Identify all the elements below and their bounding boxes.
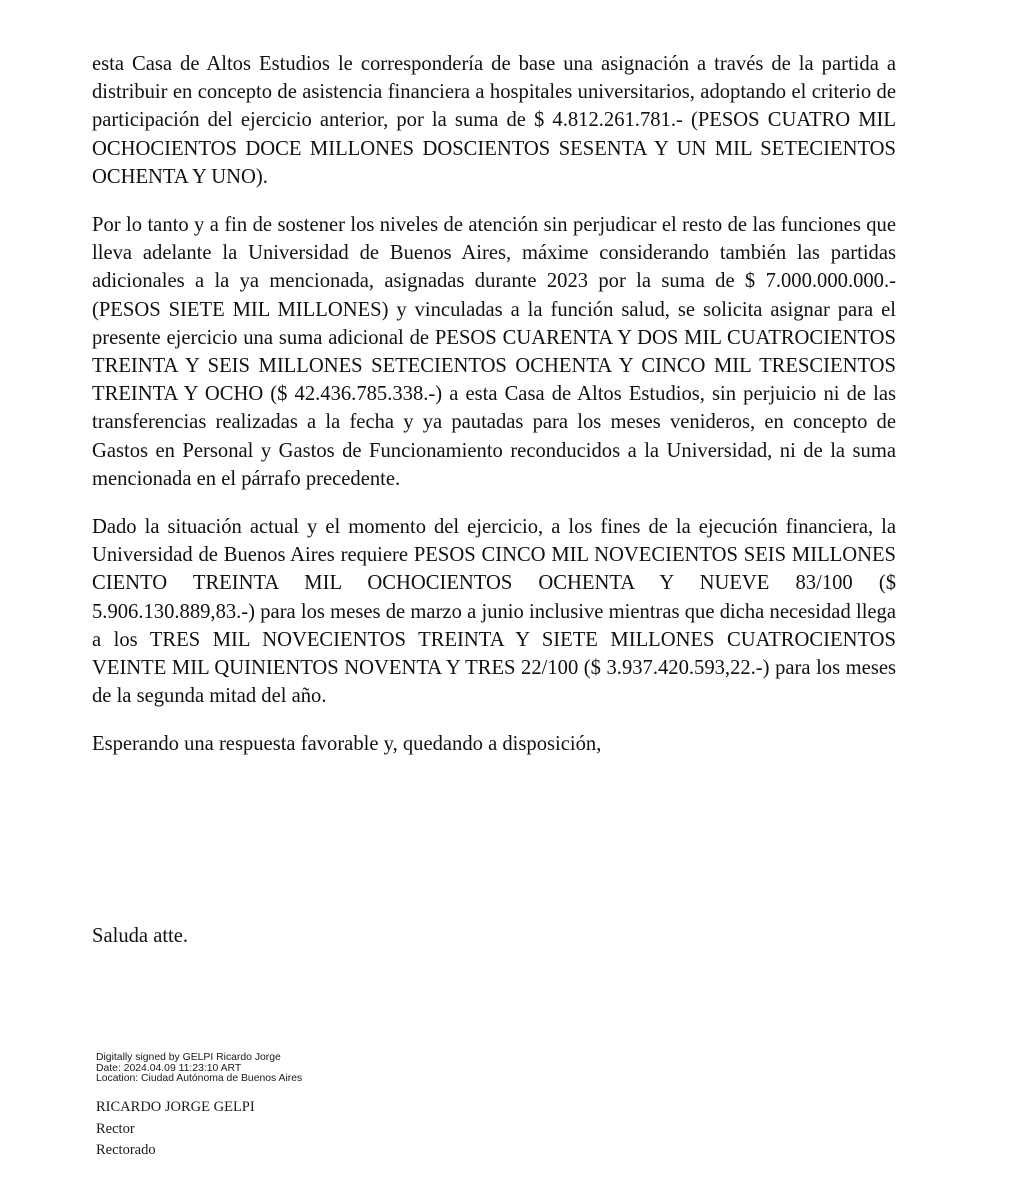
paragraph-additional-request: Por lo tanto y a fin de sostener los niveles de atención sin perjudicar el resto de las funciones que lleva adelante la Universidad de Buenos Aires, máxime considerando también las partidas adicionales a la ya mencionada, asignadas durante 2023 por la suma de $ 7.000.000.000.- (PESOS SIETE MIL MILLONES) y vinculadas a la función salud, se solicita asignar para el presente ejercicio una suma adicional de PESOS CUARENTA Y DOS MIL CUATROCIENTOS TREINTA Y SEIS MILLONES SETECIENTOS OCHENTA Y CINCO MIL TRESCIENTOS TREINTA Y OCHO ($ 42.436.785.338.-) a esta Casa de Altos Estudios, sin perjuicio ni de las transferencias realizadas a la fecha y ya pautadas para los meses venideros, en concepto de Gastos en Personal y Gastos de Funcionamiento reconducidos a la Universidad, ni de la suma mencionada en el párrafo precedente. xyxy=(92,214,896,490)
digital-signature-location: Location: Ciudad Autónoma de Buenos Aires xyxy=(96,1073,303,1085)
digital-signature-block xyxy=(96,1053,302,1085)
paragraph-farewell: Esperando una respuesta favorable y, quedando a disposición, xyxy=(92,733,602,756)
signer-block xyxy=(96,1097,255,1162)
signer-title: Rector xyxy=(96,1120,135,1137)
paragraph-funding-basis: esta Casa de Altos Estudios le correspondería de base una asignación a través de la partida a distribuir en concepto de asistencia financiera a hospitales universitarios, adoptando el criterio de participación del ejercicio anterior, por la suma de $ 4.812.261.781.- (PESOS CUATRO MIL OCHOCIENTOS DOCE MILLONES DOSCIENTOS SESENTA Y UN MIL SETECIENTOS OCHENTA Y UNO). xyxy=(92,53,896,188)
paragraph-monthly-needs: Dado la situación actual y el momento del ejercicio, a los fines de la ejecución financiera, la Universidad de Buenos Aires requiere PESOS CINCO MIL NOVECIENTOS SEIS MILLONES CIENTO TREINTA MIL OCHOCIENTOS OCHENTA Y NUEVE 83/100 ($ 5.906.130.889,83.-) para los meses de marzo a junio inclusive mientras que dicha necesidad llega a los TRES MIL NOVECIENTOS TREINTA Y SIETE MILLONES CUATROCIENTOS VEINTE MIL QUINIENTOS NOVENTA Y TRES 22/100 ($ 3.937.420.593,22.-) para los meses de la segunda mitad del año. xyxy=(92,516,896,708)
signer-office: Rectorado xyxy=(96,1142,156,1158)
closing-salutation: Saluda atte. xyxy=(92,925,189,947)
signer-name: RICARDO JORGE GELPI xyxy=(96,1099,255,1115)
digital-signature-date: Date: 2024.04.09 11:23:10 ART xyxy=(96,1062,242,1074)
digital-signature-signer: Digitally signed by GELPI Ricardo Jorge xyxy=(96,1052,281,1063)
letter-body xyxy=(92,50,896,779)
